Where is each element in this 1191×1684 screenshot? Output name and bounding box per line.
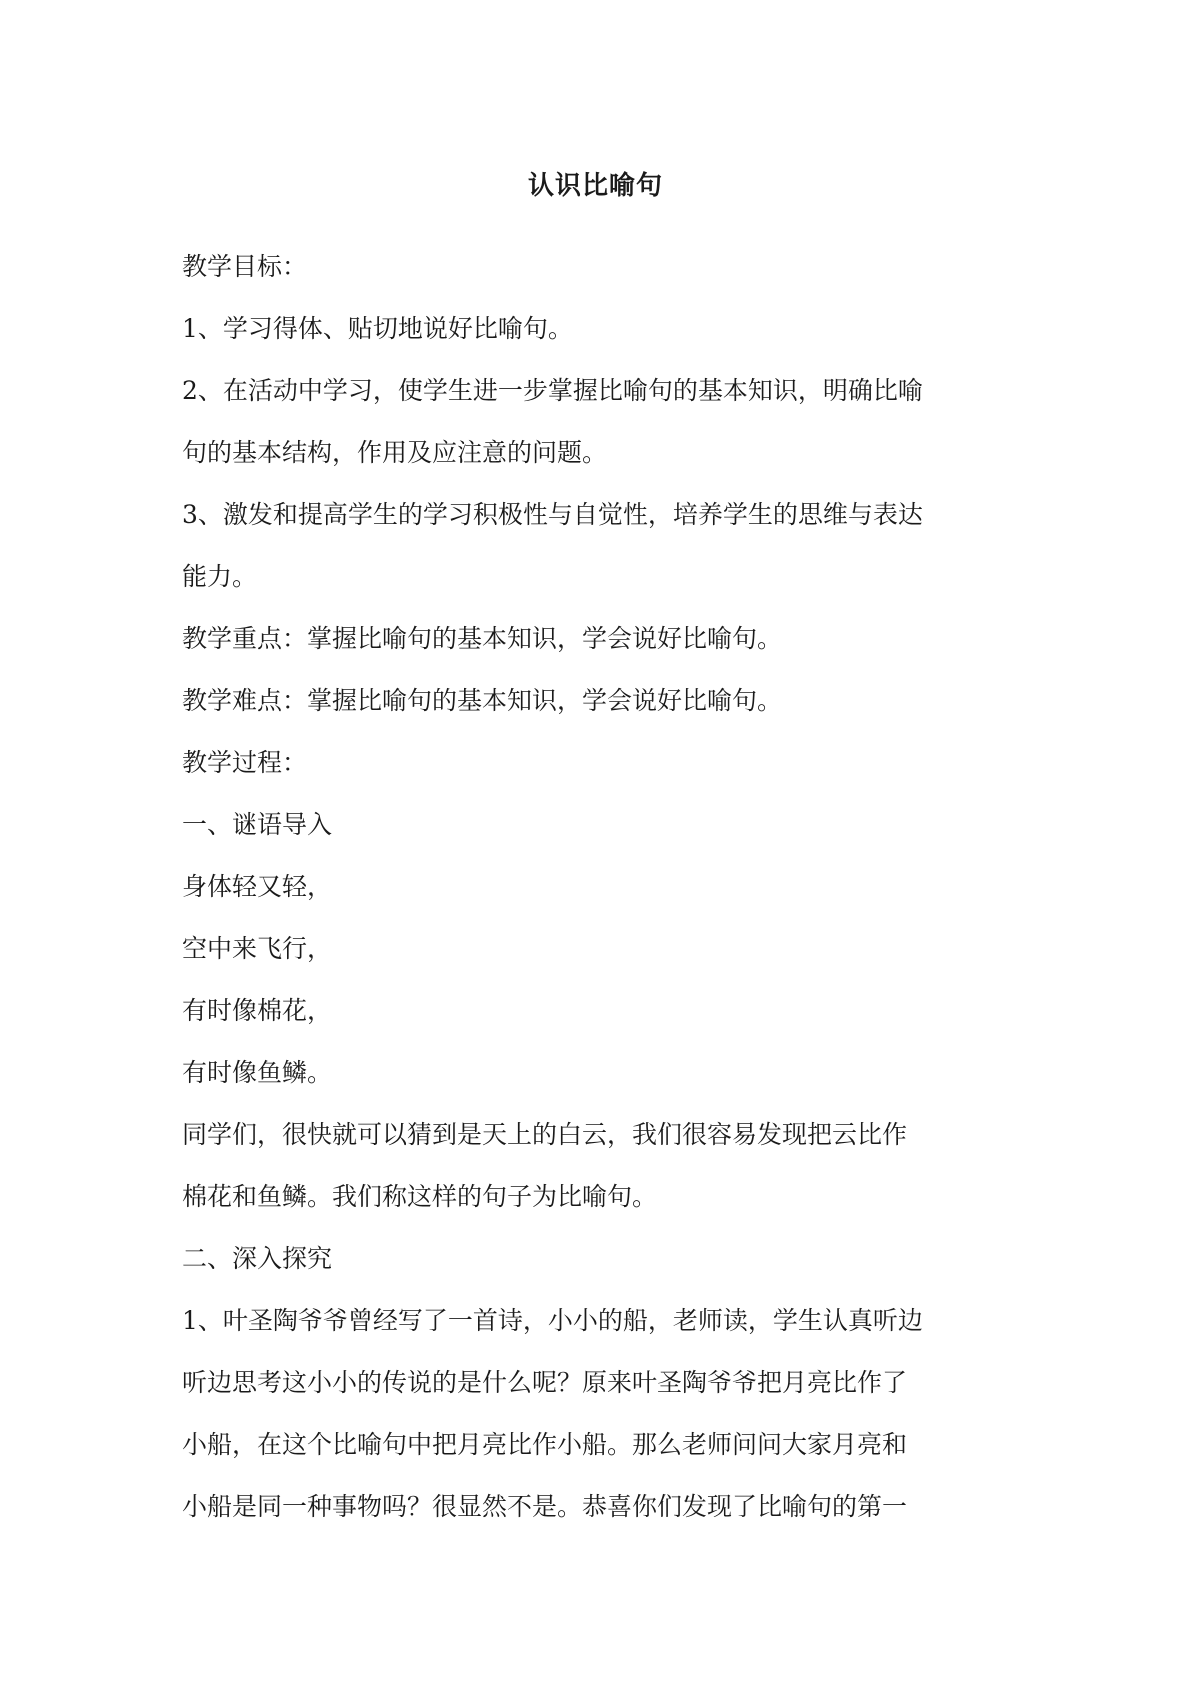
riddle-line-2: 空中来飞行，: [182, 934, 333, 963]
objective-2-line-1: 2、在活动中学习，使学生进一步掌握比喻句的基本知识，明确比喻: [182, 376, 923, 405]
exploration-line-3: 小船，在这个比喻句中把月亮比作小船。那么老师问问大家月亮和: [182, 1430, 908, 1459]
difficult-point: 教学难点：掌握比喻句的基本知识，学会说好比喻句。: [182, 686, 783, 715]
section-2-heading: 二、深入探究: [182, 1244, 333, 1273]
key-point: 教学重点：掌握比喻句的基本知识，学会说好比喻句。: [182, 624, 783, 653]
exploration-line-1: 1、叶圣陶爷爷曾经写了一首诗，小小的船，老师读，学生认真听边: [182, 1306, 923, 1335]
document-body: [182, 236, 1022, 1538]
objective-2-line-2: 句的基本结构，作用及应注意的问题。: [182, 438, 608, 467]
riddle-explanation-line-2: 棉花和鱼鳞。我们称这样的句子为比喻句。: [182, 1182, 658, 1211]
exploration-line-4: 小船是同一种事物吗？很显然不是。恭喜你们发现了比喻句的第一: [182, 1492, 908, 1521]
riddle-line-4: 有时像鱼鳞。: [182, 1058, 333, 1087]
objectives-heading: 教学目标：: [182, 252, 308, 281]
objective-3-line-1: 3、激发和提高学生的学习积极性与自觉性，培养学生的思维与表达: [182, 500, 923, 529]
section-1-heading: 一、谜语导入: [182, 810, 333, 839]
process-heading: 教学过程：: [182, 748, 308, 777]
objective-1: 1、学习得体、贴切地说好比喻句。: [182, 314, 573, 343]
riddle-line-1: 身体轻又轻，: [182, 872, 333, 901]
document-title: 认识比喻句: [527, 171, 663, 201]
riddle-line-3: 有时像棉花，: [182, 996, 333, 1025]
exploration-line-2: 听边思考这小小的传说的是什么呢？原来叶圣陶爷爷把月亮比作了: [182, 1368, 908, 1397]
riddle-explanation-line-1: 同学们，很快就可以猜到是天上的白云，我们很容易发现把云比作: [182, 1120, 908, 1149]
objective-3-line-2: 能力。: [182, 562, 258, 591]
